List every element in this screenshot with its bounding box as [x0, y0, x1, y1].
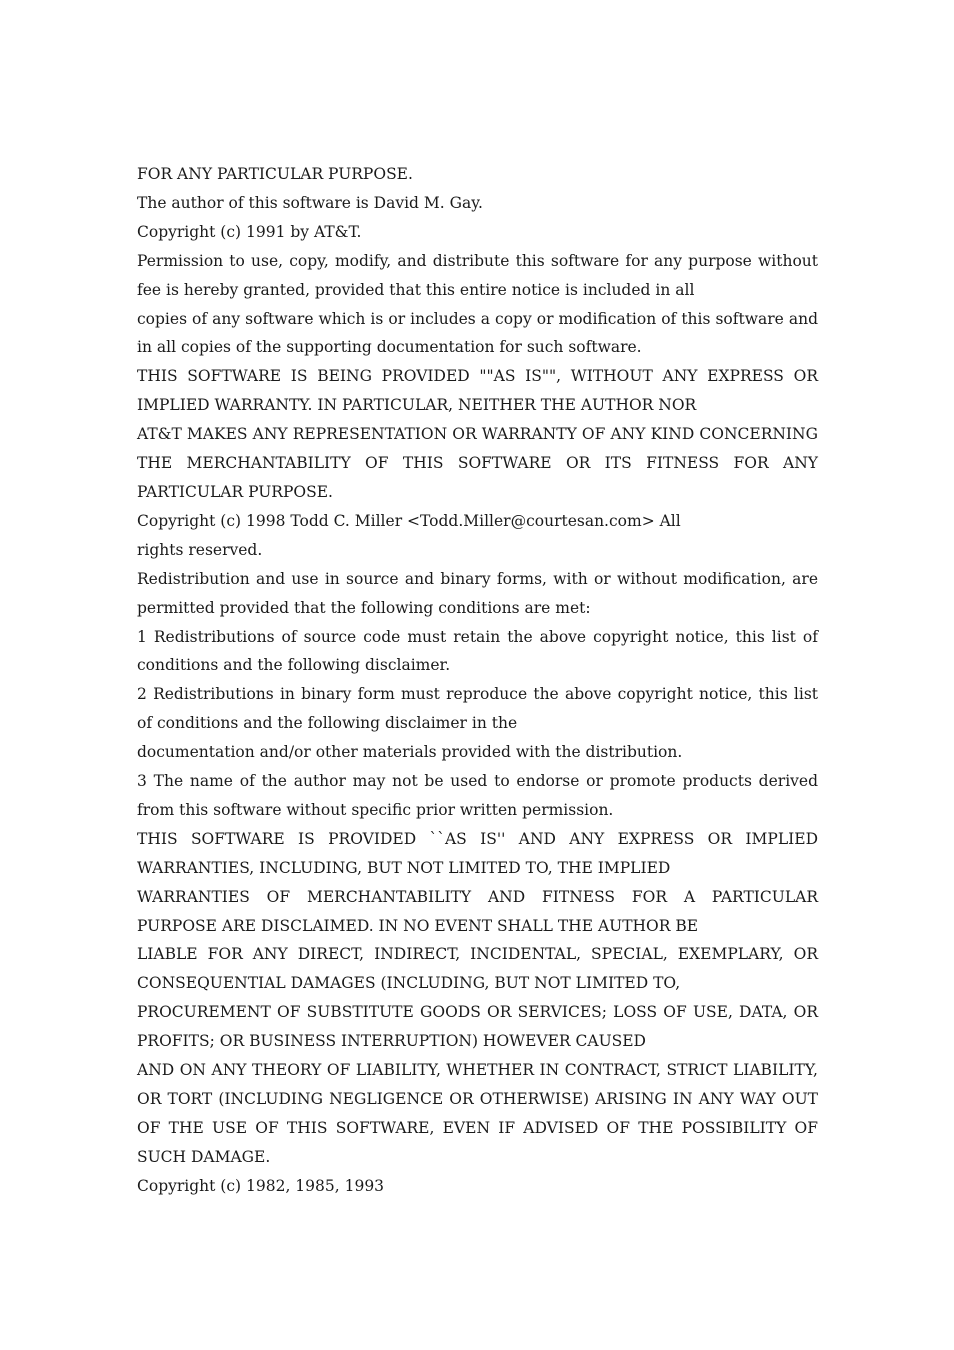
- paragraph: Copyright (c) 1991 by AT&T.: [137, 222, 362, 241]
- license-text-body: [137, 160, 818, 1201]
- paragraph: rights reserved.: [137, 540, 263, 559]
- paragraph: WARRANTIES OF MERCHANTABILITY AND FITNESS FOR A PARTICULAR PURPOSE ARE DISCLAIMED. IN NO EVENT SHALL THE AUTHOR BE: [137, 887, 818, 935]
- paragraph: Redistribution and use in source and binary forms, with or without modification, are permitted provided that the following conditions are met:: [137, 569, 818, 617]
- paragraph: 1 Redistributions of source code must retain the above copyright notice, this list of conditions and the following disclaimer.: [137, 627, 818, 675]
- paragraph: 2 Redistributions in binary form must reproduce the above copyright notice, this list of conditions and the following disclaimer in the: [137, 685, 818, 733]
- paragraph: documentation and/or other materials provided with the distribution.: [137, 743, 683, 762]
- paragraph: PROCUREMENT OF SUBSTITUTE GOODS OR SERVICES; LOSS OF USE, DATA, OR PROFITS; OR BUSINESS INTERRUPTION) HOWEVER CAUSED: [137, 1003, 818, 1051]
- paragraph: The author of this software is David M. Gay.: [137, 193, 483, 212]
- paragraph: THIS SOFTWARE IS PROVIDED ``AS IS'' AND ANY EXPRESS OR IMPLIED WARRANTIES, INCLUDING, BUT NOT LIMITED TO, THE IMPLIED: [137, 829, 818, 877]
- paragraph: AND ON ANY THEORY OF LIABILITY, WHETHER IN CONTRACT, STRICT LIABILITY, OR TORT (INCLUDING NEGLIGENCE OR OTHERWISE) ARISING IN ANY WAY OUT OF THE USE OF THIS SOFTWARE, EVEN IF ADVISED OF THE POSSIBILITY OF SUCH DAMAGE.: [137, 1061, 818, 1166]
- paragraph: FOR ANY PARTICULAR PURPOSE.: [137, 165, 413, 183]
- paragraph: Copyright (c) 1982, 1985, 1993: [137, 1176, 385, 1195]
- paragraph: Permission to use, copy, modify, and distribute this software for any purpose without fee is hereby granted, provided that this entire notice is included in all: [137, 251, 818, 299]
- paragraph: copies of any software which is or includes a copy or modification of this software and in all copies of the supporting documentation for such software.: [137, 309, 818, 357]
- paragraph: LIABLE FOR ANY DIRECT, INDIRECT, INCIDENTAL, SPECIAL, EXEMPLARY, OR CONSEQUENTIAL DAMAGES (INCLUDING, BUT NOT LIMITED TO,: [137, 945, 818, 993]
- paragraph: THIS SOFTWARE IS BEING PROVIDED ""AS IS"", WITHOUT ANY EXPRESS OR IMPLIED WARRANTY. IN PARTICULAR, NEITHER THE AUTHOR NOR: [137, 367, 818, 415]
- paragraph: Copyright (c) 1998 Todd C. Miller <Todd.Miller@courtesan.com> All: [137, 511, 681, 530]
- paragraph: AT&T MAKES ANY REPRESENTATION OR WARRANTY OF ANY KIND CONCERNING THE MERCHANTABILITY OF THIS SOFTWARE OR ITS FITNESS FOR ANY PARTICULAR PURPOSE.: [137, 425, 818, 501]
- paragraph: 3 The name of the author may not be used to endorse or promote products derived from this software without specific prior written permission.: [137, 772, 818, 819]
